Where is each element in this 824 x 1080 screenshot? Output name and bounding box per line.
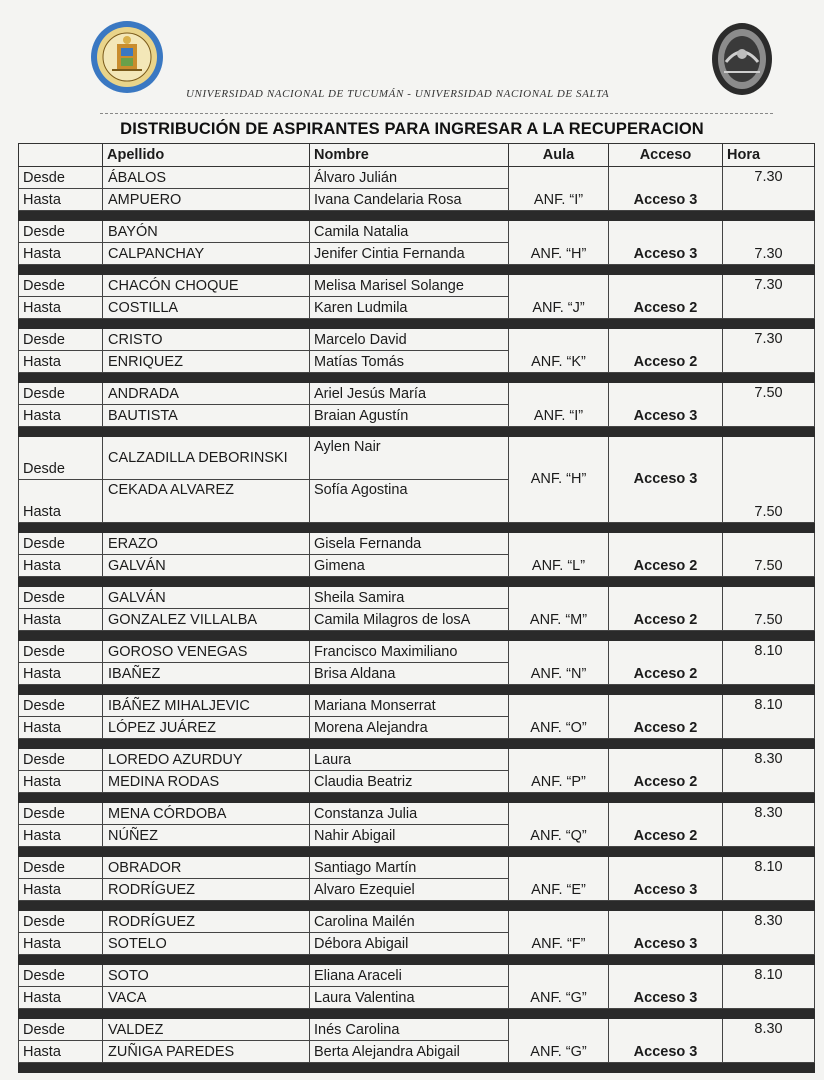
separator-bar: [19, 631, 815, 641]
hasta-label: Hasta: [19, 609, 103, 631]
group-separator: [19, 631, 815, 641]
hasta-apellido: COSTILLA: [103, 297, 310, 319]
separator-bar: [19, 577, 815, 587]
aula-cell: ANF. “H”: [509, 437, 609, 523]
hora-cell: 8.30: [723, 911, 815, 955]
desde-label: Desde: [19, 803, 103, 825]
table-header-row: [19, 144, 815, 167]
aula-cell: ANF. “E”: [509, 857, 609, 901]
desde-nombre: Aylen Nair: [310, 437, 509, 480]
hora-cell: 8.10: [723, 857, 815, 901]
acceso-cell: Acceso 3: [609, 383, 723, 427]
acceso-cell: Acceso 3: [609, 911, 723, 955]
table-row-desde: [19, 221, 815, 243]
separator-bar: [19, 901, 815, 911]
table-row-desde: [19, 857, 815, 879]
desde-nombre: Eliana Araceli: [310, 965, 509, 987]
hora-cell: 7.50: [723, 587, 815, 631]
desde-label: Desde: [19, 329, 103, 351]
table-row-desde: [19, 533, 815, 555]
hasta-nombre: Morena Alejandra: [310, 717, 509, 739]
separator-bar: [19, 955, 815, 965]
group-separator: [19, 685, 815, 695]
desde-label: Desde: [19, 857, 103, 879]
desde-nombre: Gisela Fernanda: [310, 533, 509, 555]
hasta-nombre: Nahir Abigail: [310, 825, 509, 847]
table-row-desde: [19, 329, 815, 351]
hasta-nombre: Matías Tomás: [310, 351, 509, 373]
acceso-cell: Acceso 3: [609, 437, 723, 523]
hasta-label: Hasta: [19, 987, 103, 1009]
acceso-cell: Acceso 2: [609, 533, 723, 577]
separator-bar: [19, 847, 815, 857]
hasta-label: Hasta: [19, 933, 103, 955]
desde-apellido: SOTO: [103, 965, 310, 987]
desde-label: Desde: [19, 749, 103, 771]
aula-cell: ANF. “O”: [509, 695, 609, 739]
hasta-label: Hasta: [19, 297, 103, 319]
hasta-label: Hasta: [19, 189, 103, 211]
desde-label: Desde: [19, 641, 103, 663]
hasta-apellido: MEDINA RODAS: [103, 771, 310, 793]
desde-label: Desde: [19, 911, 103, 933]
hasta-label: Hasta: [19, 555, 103, 577]
header-aula: Aula: [509, 144, 609, 167]
desde-nombre: Sheila Samira: [310, 587, 509, 609]
aula-cell: ANF. “H”: [509, 221, 609, 265]
desde-label: Desde: [19, 221, 103, 243]
hasta-apellido: VACA: [103, 987, 310, 1009]
hora-cell: 8.10: [723, 965, 815, 1009]
separator-bar: [19, 427, 815, 437]
aula-cell: ANF. “G”: [509, 1019, 609, 1063]
desde-apellido: ÁBALOS: [103, 167, 310, 189]
desde-nombre: Inés Carolina: [310, 1019, 509, 1041]
hora-cell: 8.30: [723, 749, 815, 793]
document-title: DISTRIBUCIÓN DE ASPIRANTES PARA INGRESAR A LA RECUPERACION: [120, 120, 704, 138]
aula-cell: ANF. “G”: [509, 965, 609, 1009]
desde-label: Desde: [19, 587, 103, 609]
acceso-cell: Acceso 2: [609, 587, 723, 631]
hasta-nombre: Débora Abigail: [310, 933, 509, 955]
hora-cell: 7.30: [723, 329, 815, 373]
hasta-nombre: Brisa Aldana: [310, 663, 509, 685]
hasta-label: Hasta: [19, 879, 103, 901]
group-separator: [19, 523, 815, 533]
separator-bar: [19, 211, 815, 221]
hora-cell: 7.50: [723, 533, 815, 577]
desde-apellido: ANDRADA: [103, 383, 310, 405]
hasta-apellido: LÓPEZ JUÁREZ: [103, 717, 310, 739]
desde-apellido: ERAZO: [103, 533, 310, 555]
table-row-desde: [19, 437, 815, 480]
desde-nombre: Marcelo David: [310, 329, 509, 351]
table-row-desde: [19, 641, 815, 663]
acceso-cell: Acceso 2: [609, 275, 723, 319]
hasta-label: Hasta: [19, 480, 103, 523]
unsa-seal-logo: [711, 22, 773, 96]
table-row-desde: [19, 275, 815, 297]
university-line: UNIVERSIDAD NACIONAL DE TUCUMÁN - UNIVERSIDAD NACIONAL DE SALTA: [186, 88, 610, 100]
hasta-apellido: ZUÑIGA PAREDES: [103, 1041, 310, 1063]
separator-bar: [19, 739, 815, 749]
aula-cell: ANF. “I”: [509, 383, 609, 427]
group-separator: [19, 427, 815, 437]
separator-bar: [19, 793, 815, 803]
desde-apellido: OBRADOR: [103, 857, 310, 879]
group-separator: [19, 793, 815, 803]
hasta-apellido: CALPANCHAY: [103, 243, 310, 265]
desde-apellido: GALVÁN: [103, 587, 310, 609]
hora-cell: 8.30: [723, 1019, 815, 1063]
group-separator: [19, 211, 815, 221]
separator-bar: [19, 373, 815, 383]
table-row-desde: [19, 803, 815, 825]
hasta-nombre: Laura Valentina: [310, 987, 509, 1009]
hasta-nombre: Berta Alejandra Abigail: [310, 1041, 509, 1063]
hasta-apellido: BAUTISTA: [103, 405, 310, 427]
desde-nombre: Ariel Jesús María: [310, 383, 509, 405]
acceso-cell: Acceso 3: [609, 167, 723, 211]
desde-nombre: Constanza Julia: [310, 803, 509, 825]
hasta-label: Hasta: [19, 405, 103, 427]
group-separator: [19, 265, 815, 275]
hasta-apellido: GALVÁN: [103, 555, 310, 577]
aula-cell: ANF. “Q”: [509, 803, 609, 847]
hora-cell: 7.50: [723, 437, 815, 523]
table-row-desde: [19, 695, 815, 717]
table-row-desde: [19, 1019, 815, 1041]
desde-label: Desde: [19, 437, 103, 480]
desde-label: Desde: [19, 965, 103, 987]
desde-nombre: Carolina Mailén: [310, 911, 509, 933]
hasta-apellido: NÚÑEZ: [103, 825, 310, 847]
acceso-cell: Acceso 3: [609, 857, 723, 901]
aula-cell: ANF. “P”: [509, 749, 609, 793]
hasta-label: Hasta: [19, 771, 103, 793]
desde-nombre: Laura: [310, 749, 509, 771]
dashed-divider: [100, 113, 773, 114]
group-separator: [19, 373, 815, 383]
desde-label: Desde: [19, 1019, 103, 1041]
desde-apellido: MENA CÓRDOBA: [103, 803, 310, 825]
separator-bar: [19, 319, 815, 329]
acceso-cell: Acceso 3: [609, 1019, 723, 1063]
hasta-label: Hasta: [19, 825, 103, 847]
aula-cell: ANF. “F”: [509, 911, 609, 955]
hasta-label: Hasta: [19, 243, 103, 265]
aula-cell: ANF. “I”: [509, 167, 609, 211]
desde-label: Desde: [19, 383, 103, 405]
hasta-nombre: Gimena: [310, 555, 509, 577]
acceso-cell: Acceso 3: [609, 965, 723, 1009]
group-separator: [19, 901, 815, 911]
hora-cell: 7.30: [723, 275, 815, 319]
hasta-label: Hasta: [19, 351, 103, 373]
distribution-table: [18, 143, 815, 1073]
desde-nombre: Melisa Marisel Solange: [310, 275, 509, 297]
desde-label: Desde: [19, 275, 103, 297]
header-hora: Hora: [723, 144, 815, 167]
hasta-apellido: SOTELO: [103, 933, 310, 955]
group-separator: [19, 1063, 815, 1073]
table-row-desde: [19, 383, 815, 405]
hasta-nombre: Karen Ludmila: [310, 297, 509, 319]
desde-label: Desde: [19, 167, 103, 189]
group-separator: [19, 847, 815, 857]
desde-label: Desde: [19, 533, 103, 555]
aula-cell: ANF. “L”: [509, 533, 609, 577]
desde-apellido: LOREDO AZURDUY: [103, 749, 310, 771]
acceso-cell: Acceso 2: [609, 329, 723, 373]
desde-nombre: Álvaro Julián: [310, 167, 509, 189]
desde-apellido: GOROSO VENEGAS: [103, 641, 310, 663]
acceso-cell: Acceso 2: [609, 695, 723, 739]
acceso-cell: Acceso 3: [609, 221, 723, 265]
separator-bar: [19, 1009, 815, 1019]
hasta-apellido: AMPUERO: [103, 189, 310, 211]
hasta-label: Hasta: [19, 1041, 103, 1063]
table-row-desde: [19, 587, 815, 609]
hora-cell: 7.50: [723, 383, 815, 427]
desde-nombre: Santiago Martín: [310, 857, 509, 879]
desde-apellido: BAYÓN: [103, 221, 310, 243]
header-blank: [19, 144, 103, 167]
desde-apellido: CHACÓN CHOQUE: [103, 275, 310, 297]
hasta-nombre: Sofía Agostina: [310, 480, 509, 523]
aula-cell: ANF. “M”: [509, 587, 609, 631]
header-nombre: Nombre: [310, 144, 509, 167]
table-row-desde: [19, 965, 815, 987]
hasta-apellido: IBAÑEZ: [103, 663, 310, 685]
desde-nombre: Mariana Monserrat: [310, 695, 509, 717]
header-apellido: Apellido: [103, 144, 310, 167]
separator-bar: [19, 265, 815, 275]
acceso-cell: Acceso 2: [609, 641, 723, 685]
hasta-nombre: Ivana Candelaria Rosa: [310, 189, 509, 211]
hora-cell: 7.30: [723, 221, 815, 265]
group-separator: [19, 577, 815, 587]
unt-seal-logo: [90, 20, 164, 94]
hora-cell: 8.30: [723, 803, 815, 847]
hasta-nombre: Jenifer Cintia Fernanda: [310, 243, 509, 265]
hasta-label: Hasta: [19, 717, 103, 739]
desde-apellido: IBÁÑEZ MIHALJEVIC: [103, 695, 310, 717]
aula-cell: ANF. “N”: [509, 641, 609, 685]
hasta-nombre: Claudia Beatriz: [310, 771, 509, 793]
desde-apellido: VALDEZ: [103, 1019, 310, 1041]
hasta-apellido: CEKADA ALVAREZ: [103, 480, 310, 523]
hasta-apellido: GONZALEZ VILLALBA: [103, 609, 310, 631]
desde-label: Desde: [19, 695, 103, 717]
hasta-apellido: ENRIQUEZ: [103, 351, 310, 373]
separator-bar: [19, 523, 815, 533]
desde-nombre: Camila Natalia: [310, 221, 509, 243]
hora-cell: 8.10: [723, 695, 815, 739]
aula-cell: ANF. “J”: [509, 275, 609, 319]
desde-apellido: CRISTO: [103, 329, 310, 351]
hasta-label: Hasta: [19, 663, 103, 685]
hasta-nombre: Camila Milagros de losA: [310, 609, 509, 631]
desde-nombre: Francisco Maximiliano: [310, 641, 509, 663]
aula-cell: ANF. “K”: [509, 329, 609, 373]
hasta-apellido: RODRÍGUEZ: [103, 879, 310, 901]
acceso-cell: Acceso 2: [609, 803, 723, 847]
group-separator: [19, 739, 815, 749]
table-row-desde: [19, 749, 815, 771]
table-row-desde: [19, 911, 815, 933]
desde-apellido: CALZADILLA DEBORINSKI: [103, 437, 310, 480]
group-separator: [19, 955, 815, 965]
desde-apellido: RODRÍGUEZ: [103, 911, 310, 933]
acceso-cell: Acceso 2: [609, 749, 723, 793]
header-acceso: Acceso: [609, 144, 723, 167]
hora-cell: 7.30: [723, 167, 815, 211]
hora-cell: 8.10: [723, 641, 815, 685]
separator-bar: [19, 1063, 815, 1073]
table-row-desde: [19, 167, 815, 189]
hasta-nombre: Alvaro Ezequiel: [310, 879, 509, 901]
group-separator: [19, 1009, 815, 1019]
separator-bar: [19, 685, 815, 695]
group-separator: [19, 319, 815, 329]
hasta-nombre: Braian Agustín: [310, 405, 509, 427]
